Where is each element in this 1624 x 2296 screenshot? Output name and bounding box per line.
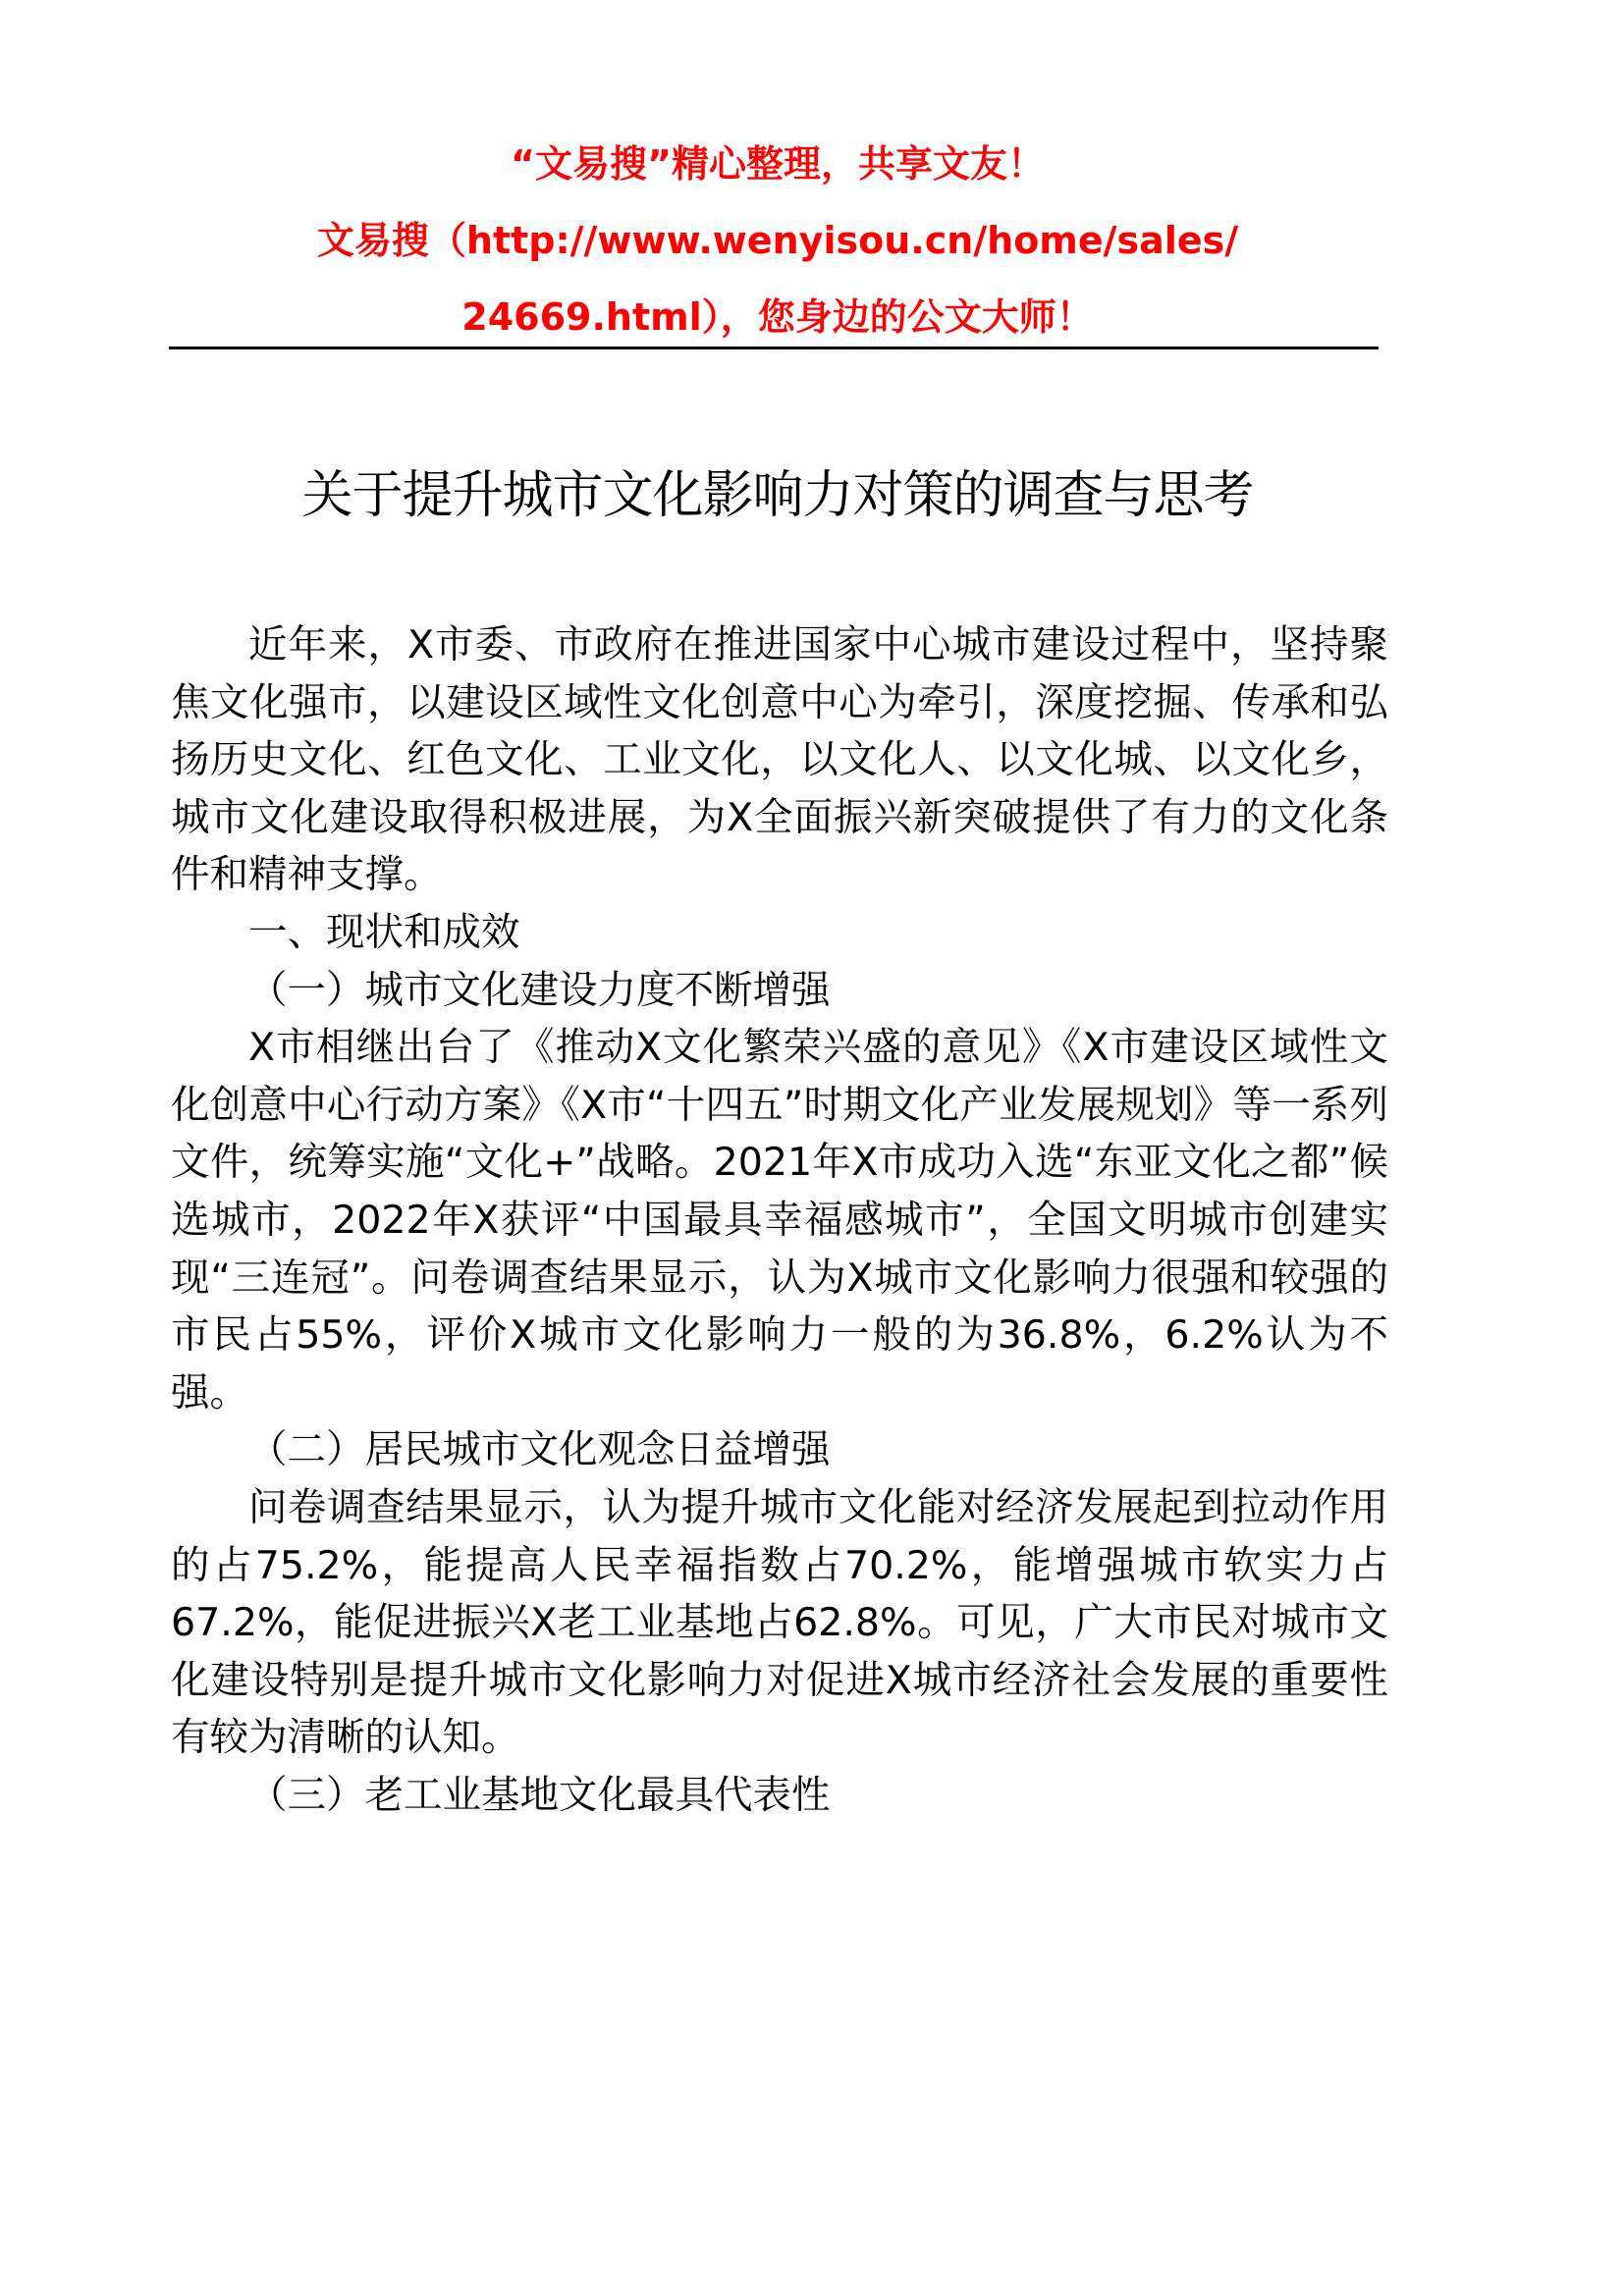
watermark-banner [169, 126, 1386, 355]
section-heading-1: 一、现状和成效 [248, 909, 520, 955]
document-title: 关于提升城市文化影响力对策的调查与思考 [301, 466, 1254, 525]
subsection-heading-1: （一）城市文化建设力度不断增强 [248, 967, 831, 1013]
banner-line-2-link[interactable]: 文易搜（http://www.wenyisou.cn/home/sales/ [316, 219, 1239, 262]
header-divider [169, 347, 1379, 349]
paragraph-intro: 近年来，X市委、市政府在推进国家中心城市建设过程中，坚持聚焦文化强市，以建设区域性文化创意中心为牵引，深度挖掘、传承和弘扬历史文化、红色文化、工业文化，以文化人、以文化城、以文化乡，城市文化建设取得积极进展，为X全面振兴新突破提供了有力的文化条件和精神支撑。 [171, 622, 1388, 898]
document-body [171, 616, 1388, 1824]
banner-line-1: “文易搜”精心整理，共享文友！ [511, 142, 1045, 186]
banner-line-3: 24669.html），您身边的公文大师！ [461, 295, 1094, 339]
subsection-heading-3: （三）老工业基地文化最具代表性 [248, 1772, 831, 1818]
paragraph-survey: 问卷调查结果显示，认为提升城市文化能对经济发展起到拉动作用的占75.2%，能提高人民幸福指数占70.2%，能增强城市软实力占67.2%，能促进振兴X老工业基地占62.8%。可见，广大市民对城市文化建设特别是提升城市文化影响力对促进X城市经济社会发展的重要性有较为清晰的认知。 [171, 1484, 1388, 1761]
subsection-heading-2: （二）居民城市文化观念日益增强 [248, 1427, 831, 1473]
paragraph-policies: X市相继出台了《推动X文化繁荣兴盛的意见》《X市建设区域性文化创意中心行动方案》《X市“十四五”时期文化产业发展规划》等一系列文件，统筹实施“文化+”战略。2021年X市成功入选“东亚文化之都”候选城市，2022年X获评“中国最具幸福感城市”，全国文明城市创建实现“三连冠”。问卷调查结果显示，认为X城市文化影响力很强和较强的市民占55%，评价X城市文化影响力一般的为36.8%，6.2%认为不强。 [171, 1025, 1388, 1415]
